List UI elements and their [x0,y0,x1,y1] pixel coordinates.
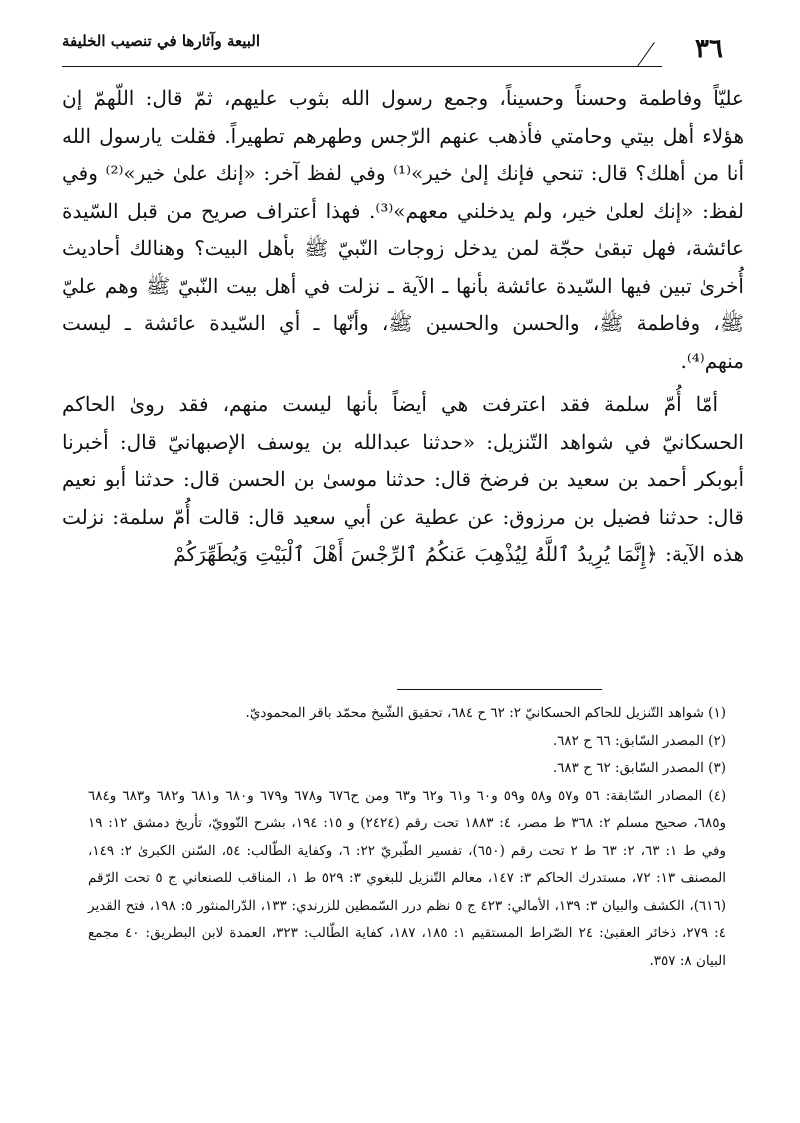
footnote: (٤) المصادر السّابقة: ٥٦ و٥٧ و٥٨ و٥٩ و٦٠ و٦١ و٦٢ و٦٣ ومن ح٦٧٦ و٦٧٨ و٦٧٩ و٦٨٠ و٦٨١ و٦٨٢ و٦٨٣ و٦٨٤ و٦٨٥، صحيح مسلم ٢: ٣٦٨ ط مصر، ٤: ١٨٨٣ تحت رقم (٢٤٢٤) و ١٥: ١٩٤، بشرح النّوويّ، تأريخ دمشق ١٢: ١٩ وفي ط ١: ٦٣، ٢: ٦٣ ط ٢ تحت رقم (٦٥٠)، تفسير الطّبريّ ٢٢: ٦، وكفاية الطّالب: ٥٤، السّنن الكبرىٰ ٢: ١٤٩، المصنف ١٣: ٧٢، مستدرك الحاكم ٣: ١٤٧، معالم التّنزيل للبغوي ٣: ٥٢٩ ط ١، المناقب للصنعاني ج ٥ تحت الرّقم (٦١٦)، الكشف والبيان ٣: ١٣٩، الأمالي: ٤٢٣ ج ٥ نظم درر السّمطين للزرندي: ١٣٣، الدّرالمنثور ٥: ١٩٨، فتح القدير ٤: ٢٧٩، ذخائر العقبىٰ: ٢٤ الصّراط المستقيم ١: ١٨٥، ١٨٧، كفاية الطّالب: ٣٢٣، العمدة لابن البطريق: ٤٠ مجمع البيان ٨: ٣٥٧. [88,787,727,969]
footnote: (٣) المصدر السّابق: ٦٢ ح ٦٨٣. [552,760,726,776]
running-title: البيعة وآثارها في تنصيب الخليفة [62,32,261,50]
header-rule [62,66,662,67]
footnote: (١) شواهد التّنزيل للحاكم الحسكانيّ ٢: ٦٢ ح ٦٨٤، تحقيق الشّيخ محمّد باقر المحموديّ. [245,705,726,721]
page-header [62,28,744,74]
main-text [62,80,744,574]
footnote-separator [397,689,602,690]
page-number: ٣٦ [695,34,723,64]
body-paragraph: عليّاً وفاطمة وحسناً وحسيناً، وجمع رسول الله بثوب عليهم، ثمّ قال: اللّهمّ إن هؤلاء أهل بيتي وحامتي فأذهب عنهم الرّجس وطهرهم تطهيراً. فقلت يارسول الله أنا من أهلك؟ قال: تنحي فإنك إلىٰ خير»⁽¹⁾ وفي لفظ آخر: «إنك علىٰ خير»⁽²⁾ وفي لفظ: «إنك لعلىٰ خير، ولم يدخلني معهم»⁽³⁾. فهذا أعتراف صريح من قبل السّيدة عائشة، فهل تبقىٰ حجّة لمن يدخل زوجات النّبيّ ﷺ بأهل البيت؟ وهنالك أحاديث أُخرىٰ تبين فيها السّيدة عائشة بأنها ـ الآية ـ نزلت في أهل بيت النّبيّ ﷺ وهم عليّ ﷺ، وفاطمة ﷺ، والحسن والحسين ﷺ، وأنّها ـ أي السّيدة عائشة ـ ليست منهم⁽⁴⁾. [62,86,744,373]
footnotes [88,700,726,975]
body-paragraph: أمّا أُمّ سلمة فقد اعترفت هي أيضاً بأنها ليست منهم، فقد روىٰ الحاكم الحسكانيّ في شواهد التّنزيل: «حدثنا عبدالله بن يوسف الإصبهانيّ قال: أخبرنا أبوبكر أحمد بن سعيد بن فرضخ قال: حدثنا موسىٰ بن الحسن قال: حدثنا أبو نعيم قال: حدثنا فضيل بن مرزوق: عن عطية عن أبي سعيد قال: قالت أُمّ سلمة: نزلت هذه الآية: ﴿إِنَّمَا يُرِيدُ ٱللَّهُ لِيُذْهِبَ عَنكُمُ ٱلرِّجْسَ أَهْلَ ٱلْبَيْتِ وَيُطَهِّرَكُمْ [62,392,744,566]
footnote: (٢) المصدر السّابق: ٦٦ ح ٦٨٢. [552,732,726,749]
